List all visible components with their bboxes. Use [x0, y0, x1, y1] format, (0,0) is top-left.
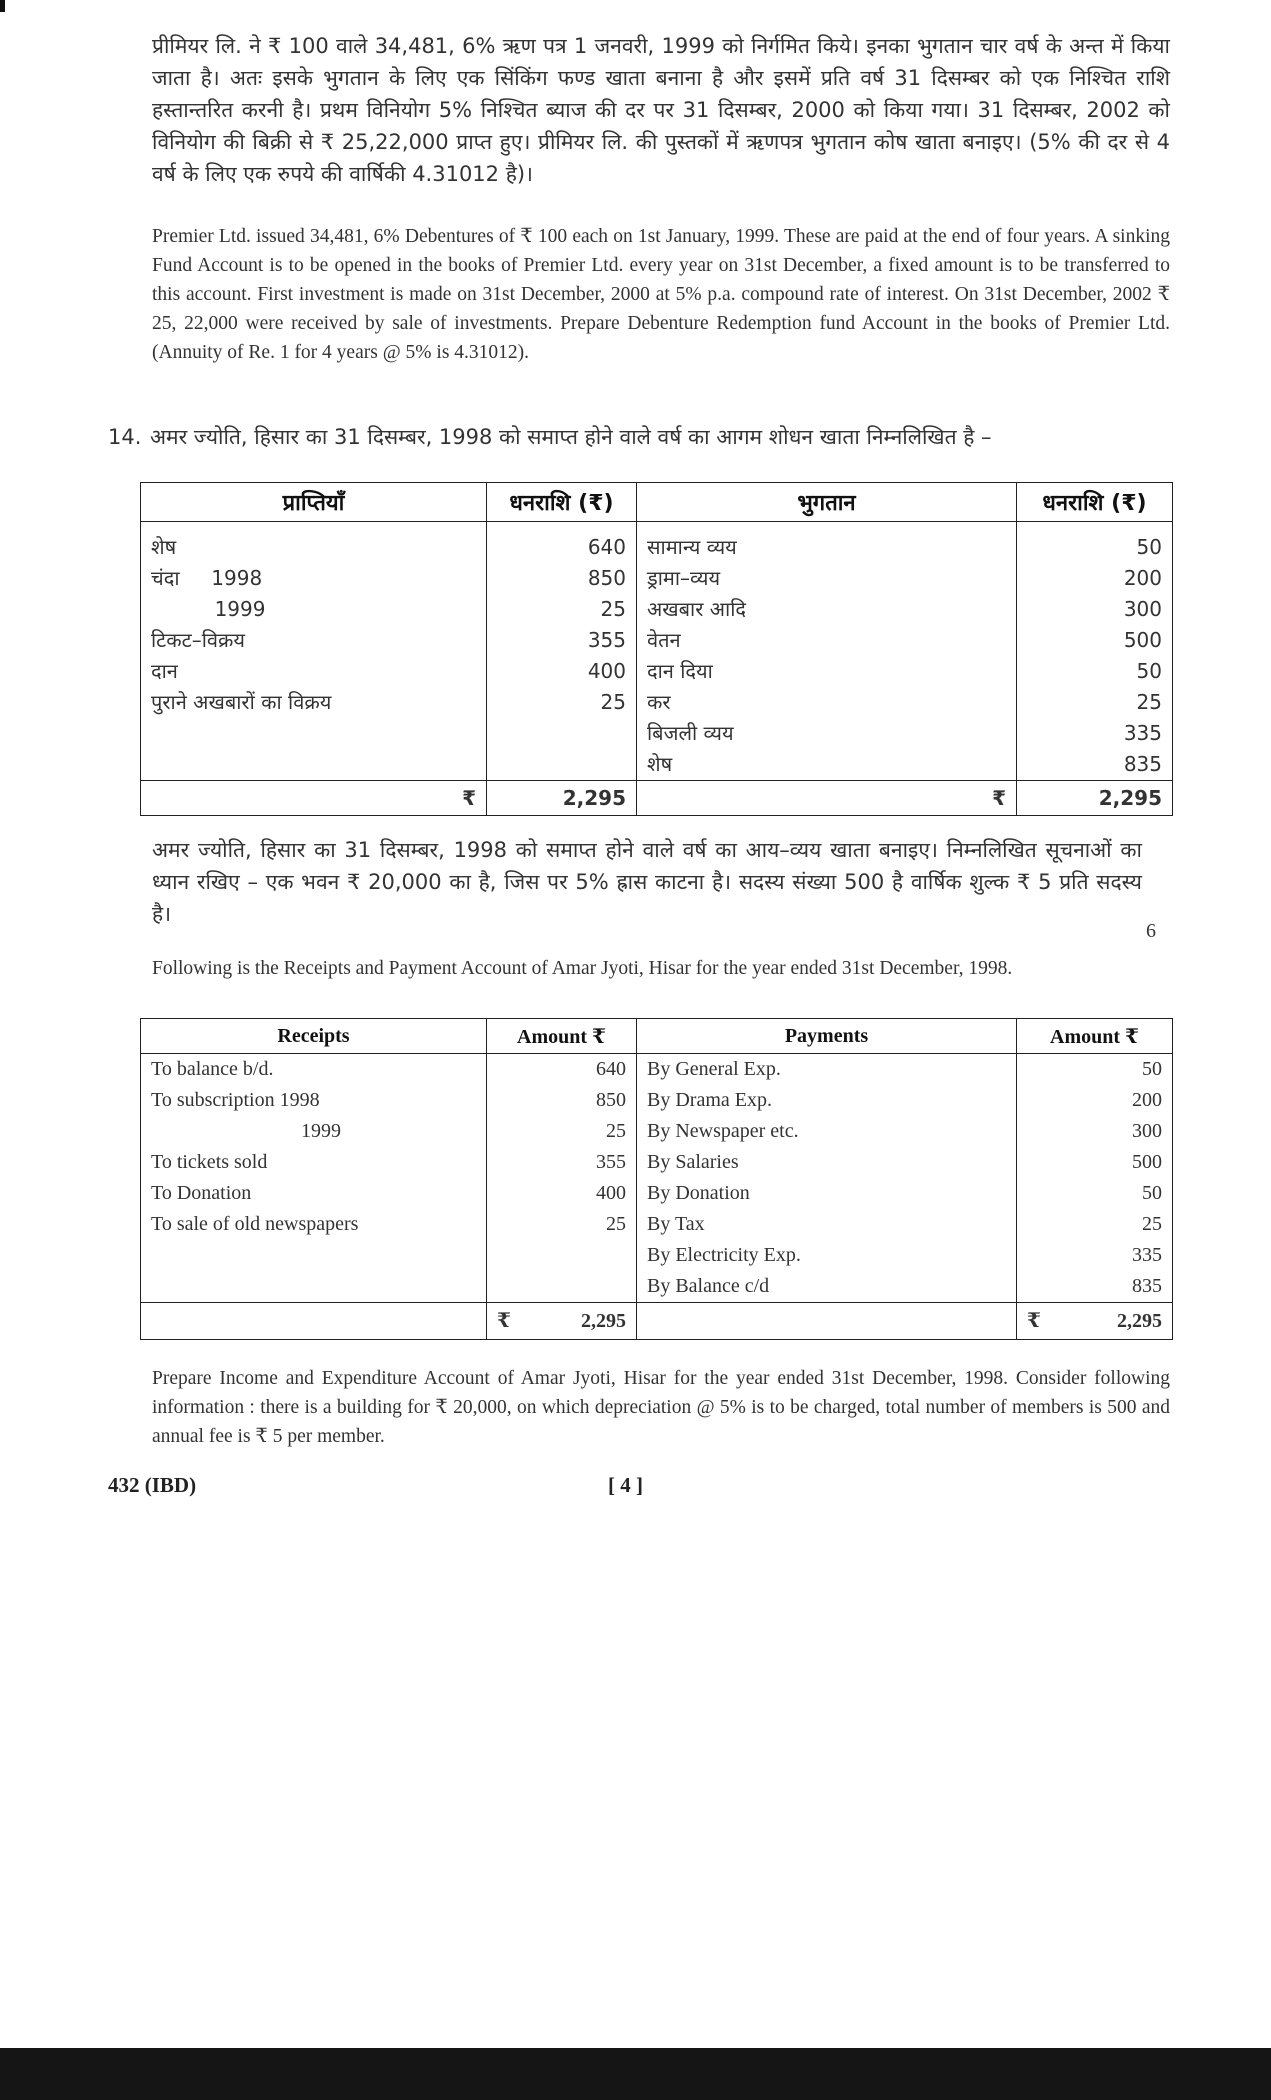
payment-amount: 50 [1017, 1178, 1173, 1209]
table-row [141, 1178, 1173, 1209]
q14-hindi-intro-text: अमर ज्योति, हिसार का 31 दिसम्बर, 1998 को समाप्त होने वाले वर्ष का आगम शोधन खाता निम्नलिखित है – [150, 425, 992, 449]
header-payments: भुगतान [637, 483, 1017, 522]
receipt-item [141, 749, 487, 781]
receipt-item: पुराने अखबारों का विक्रय [141, 687, 487, 718]
receipt-amount: 25 [487, 594, 637, 625]
receipt-item: चंदा 1998 [141, 563, 487, 594]
header-amount: धनराशि (₹) [1017, 483, 1173, 522]
payment-item: By General Exp. [637, 1054, 1017, 1086]
payment-item: By Newspaper etc. [637, 1116, 1017, 1147]
payment-amount: 200 [1017, 563, 1173, 594]
payment-amount: 500 [1017, 1147, 1173, 1178]
total-row [141, 781, 1173, 816]
table-row [141, 594, 1173, 625]
payment-item: कर [637, 687, 1017, 718]
table-row [141, 563, 1173, 594]
spacer-cell [141, 522, 487, 533]
payment-item: ड्रामा–व्यय [637, 563, 1017, 594]
total-payments: 2,295 [1117, 1309, 1162, 1332]
total-blank-cell [141, 1303, 487, 1340]
payment-amount: 50 [1017, 532, 1173, 563]
receipt-amount: 25 [487, 1116, 637, 1147]
page-number: [ 4 ] [608, 1473, 643, 1497]
payment-item: वेतन [637, 625, 1017, 656]
receipt-amount: 355 [487, 625, 637, 656]
receipt-amount [487, 1240, 637, 1271]
receipt-amount: 640 [487, 532, 637, 563]
header-receipts: Receipts [141, 1019, 487, 1054]
q14-hindi-instruction: अमर ज्योति, हिसार का 31 दिसम्बर, 1998 को समाप्त होने वाले वर्ष का आय–व्यय खाता बनाइए। निम्नलिखित सूचनाओं का ध्यान रखिए – एक भवन ₹ 20,000 का है, जिस पर 5% ह्रास काटना है। सदस्य संख्या 500 है वार्षिक शुल्क ₹ 5 प्रति सदस्य है। [152, 838, 1142, 926]
table-header-row [141, 1019, 1173, 1054]
scan-bottom-band [0, 2048, 1271, 2100]
receipt-item [141, 718, 487, 749]
spacer-cell [637, 522, 1017, 533]
total-receipts: 2,295 [581, 1309, 626, 1332]
receipt-item [141, 1271, 487, 1303]
table-row [141, 1147, 1173, 1178]
receipt-amount [487, 718, 637, 749]
table-row [141, 1054, 1173, 1086]
payment-amount: 25 [1017, 1209, 1173, 1240]
receipt-item: 1999 [141, 1116, 487, 1147]
q14-english-intro: Following is the Receipts and Payment Account of Amar Jyoti, Hisar for the year ended 31st December, 1998. [152, 958, 1013, 979]
payment-amount: 500 [1017, 625, 1173, 656]
total-payments-cell [1017, 1303, 1173, 1340]
receipt-item: To subscription 1998 [141, 1085, 487, 1116]
paper-code: 432 (IBD) [108, 1473, 197, 1497]
table-row [141, 1271, 1173, 1303]
header-payments: Payments [637, 1019, 1017, 1054]
receipt-item: To Donation [141, 1178, 487, 1209]
table-row [141, 625, 1173, 656]
table-row [141, 1240, 1173, 1271]
table-row [141, 532, 1173, 563]
receipt-amount [487, 749, 637, 781]
receipt-amount: 400 [487, 1178, 637, 1209]
payment-amount: 50 [1017, 656, 1173, 687]
english-receipts-payments-table [140, 1018, 1173, 1340]
payment-item: अखबार आदि [637, 594, 1017, 625]
receipt-item: टिकट–विक्रय [141, 625, 487, 656]
payment-amount: 835 [1017, 1271, 1173, 1303]
payment-item: By Drama Exp. [637, 1085, 1017, 1116]
receipt-item: शेष [141, 532, 487, 563]
receipt-amount: 850 [487, 1085, 637, 1116]
q13-hindi-text: प्रीमियर लि. ने ₹ 100 वाले 34,481, 6% ऋण पत्र 1 जनवरी, 1999 को निर्गमित किये। इनका भुगतान चार वर्ष के अन्त में किया जाता है। अतः इसके भुगतान के लिए एक सिंकिंग फण्ड खाता बनाना है और इसमें प्रति वर्ष 31 दिसम्बर को एक निश्चित राशि हस्तान्तरित करनी है। प्रथम विनियोग 5% निश्चित ब्याज की दर पर 31 दिसम्बर, 2000 को किया गया। 31 दिसम्बर, 2002 को विनियोग की बिक्री से ₹ 25,22,000 प्राप्त हुए। प्रीमियर लि. की पुस्तकों में ऋणपत्र भुगतान कोष खाता बनाइए। (5% की दर से 4 वर्ष के लिए एक रुपये की वार्षिकी 4.31012 है)। [152, 34, 1170, 186]
receipt-item: दान [141, 656, 487, 687]
receipt-amount: 640 [487, 1054, 637, 1086]
payment-amount: 25 [1017, 687, 1173, 718]
payment-amount: 835 [1017, 749, 1173, 781]
total-row [141, 1303, 1173, 1340]
receipt-amount: 355 [487, 1147, 637, 1178]
receipt-item: To tickets sold [141, 1147, 487, 1178]
table-row [141, 1116, 1173, 1147]
receipt-amount: 400 [487, 656, 637, 687]
q13-english-text: Premier Ltd. issued 34,481, 6% Debentures of ₹ 100 each on 1st January, 1999. These are paid at the end of four years. A sinking Fund Account is to be opened in the books of Premier Ltd. every year on 31st December, a fixed amount is to be transferred to this account. First investment is made on 31st December, 2000 at 5% p.a. compound rate of interest. On 31st December, 2002 ₹ 25, 22,000 were received by sale of investments. Prepare Debenture Redemption fund Account in the books of Premier Ltd. (Annuity of Re. 1 for 4 years @ 5% is 4.31012). [152, 226, 1170, 363]
payment-item: बिजली व्यय [637, 718, 1017, 749]
table-row [141, 718, 1173, 749]
total-symbol: ₹ [1027, 1309, 1041, 1332]
spacer-cell [1017, 522, 1173, 533]
total-payments: 2,295 [1017, 781, 1173, 816]
receipt-item: To balance b/d. [141, 1054, 487, 1086]
payment-amount: 335 [1017, 718, 1173, 749]
receipt-item: To sale of old newspapers [141, 1209, 487, 1240]
payment-amount: 50 [1017, 1054, 1173, 1086]
header-amount: धनराशि (₹) [487, 483, 637, 522]
total-symbol: ₹ [141, 781, 487, 816]
receipt-amount: 25 [487, 1209, 637, 1240]
header-amount: Amount ₹ [1017, 1019, 1173, 1054]
header-amount: Amount ₹ [487, 1019, 637, 1054]
payment-amount: 335 [1017, 1240, 1173, 1271]
receipt-amount: 25 [487, 687, 637, 718]
total-receipts: 2,295 [487, 781, 637, 816]
payment-item: By Donation [637, 1178, 1017, 1209]
receipt-item [141, 1240, 487, 1271]
total-receipts-cell [487, 1303, 637, 1340]
table-header-row [141, 483, 1173, 522]
spacer-cell [487, 522, 637, 533]
receipt-amount [487, 1271, 637, 1303]
payment-item: By Tax [637, 1209, 1017, 1240]
payment-item: शेष [637, 749, 1017, 781]
payment-amount: 300 [1017, 594, 1173, 625]
payment-item: सामान्य व्यय [637, 532, 1017, 563]
payment-amount: 300 [1017, 1116, 1173, 1147]
payment-item: By Electricity Exp. [637, 1240, 1017, 1271]
header-receipts: प्राप्तियाँ [141, 483, 487, 522]
payment-item: दान दिया [637, 656, 1017, 687]
table-row [141, 1209, 1173, 1240]
payment-item: By Balance c/d [637, 1271, 1017, 1303]
table-row [141, 687, 1173, 718]
marks: 6 [1146, 920, 1156, 942]
payment-amount: 200 [1017, 1085, 1173, 1116]
total-blank-cell [637, 1303, 1017, 1340]
total-symbol: ₹ [497, 1309, 511, 1332]
table-row [141, 656, 1173, 687]
receipt-amount: 850 [487, 563, 637, 594]
payment-item: By Salaries [637, 1147, 1017, 1178]
table-row [141, 1085, 1173, 1116]
receipt-item: 1999 [141, 594, 487, 625]
hindi-receipts-payments-table [140, 482, 1173, 816]
scan-edge-mark [0, 0, 5, 12]
total-symbol: ₹ [637, 781, 1017, 816]
question-number: 14. [108, 425, 142, 449]
q14-english-instruction: Prepare Income and Expenditure Account of Amar Jyoti, Hisar for the year ended 31st December, 1998. Consider following information : there is a building for ₹ 20,000, on which depreciation @ 5% is to be charged, total number of members is 500 and annual fee is ₹ 5 per member. [152, 1368, 1170, 1447]
table-row [141, 749, 1173, 781]
